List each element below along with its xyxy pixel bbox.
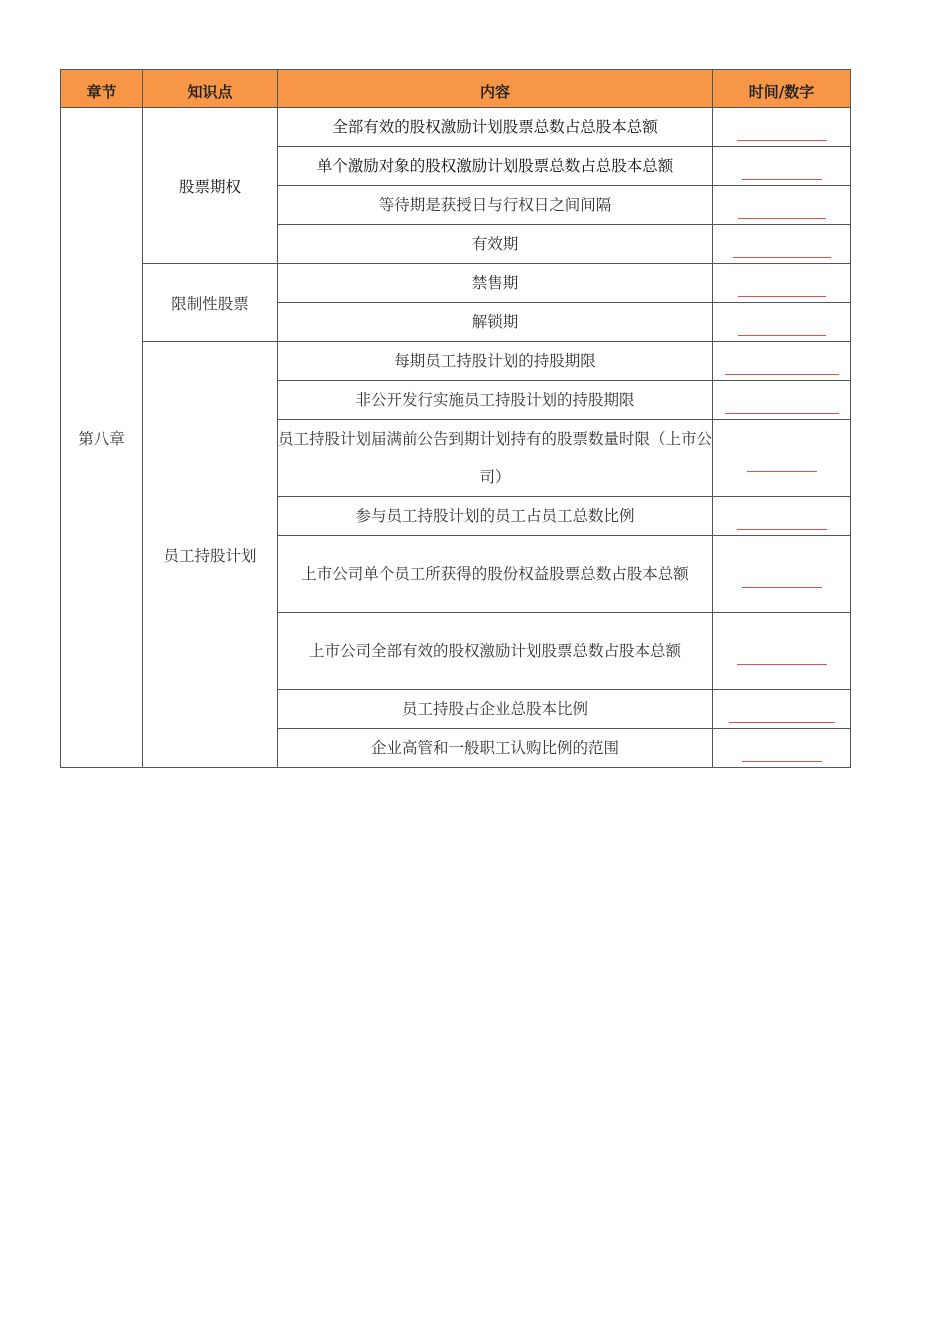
table-row — [61, 264, 851, 303]
answer-cell — [713, 613, 851, 690]
header-content: 内容 — [278, 70, 713, 108]
answer-blank[interactable] — [725, 362, 839, 375]
content-cell: 企业高管和一般职工认购比例的范围 — [278, 729, 713, 768]
answer-blank[interactable] — [738, 284, 826, 297]
topic-cell-stock-options: 股票期权 — [143, 108, 278, 264]
answer-cell — [713, 729, 851, 768]
topic-cell-restricted-stock: 限制性股票 — [143, 264, 278, 342]
answer-blank[interactable] — [733, 245, 831, 258]
content-cell: 解锁期 — [278, 303, 713, 342]
answer-blank[interactable] — [747, 459, 817, 472]
header-answer: 时间/数字 — [713, 70, 851, 108]
answer-blank[interactable] — [725, 401, 839, 414]
answer-cell — [713, 225, 851, 264]
chapter-cell: 第八章 — [61, 108, 143, 768]
answer-cell — [713, 303, 851, 342]
answer-blank[interactable] — [742, 167, 822, 180]
header-row — [61, 70, 851, 108]
answer-blank[interactable] — [737, 652, 827, 665]
header-topic: 知识点 — [143, 70, 278, 108]
content-cell: 员工持股计划届满前公告到期计划持有的股票数量时限（上市公司） — [278, 420, 713, 497]
answer-blank[interactable] — [742, 749, 822, 762]
content-cell: 有效期 — [278, 225, 713, 264]
content-cell: 等待期是获授日与行权日之间间隔 — [278, 186, 713, 225]
table-row — [61, 342, 851, 381]
content-cell: 禁售期 — [278, 264, 713, 303]
answer-blank[interactable] — [738, 323, 826, 336]
content-cell: 单个激励对象的股权激励计划股票总数占总股本总额 — [278, 147, 713, 186]
answer-cell — [713, 342, 851, 381]
answer-blank[interactable] — [729, 710, 835, 723]
content-cell: 全部有效的股权激励计划股票总数占总股本总额 — [278, 108, 713, 147]
content-cell: 上市公司全部有效的股权激励计划股票总数占股本总额 — [278, 613, 713, 690]
answer-blank[interactable] — [737, 517, 827, 530]
table-row — [61, 108, 851, 147]
content-cell: 员工持股占企业总股本比例 — [278, 690, 713, 729]
answer-cell — [713, 497, 851, 536]
answer-blank[interactable] — [738, 206, 826, 219]
answer-cell — [713, 147, 851, 186]
answer-cell — [713, 690, 851, 729]
header-chapter: 章节 — [61, 70, 143, 108]
content-cell: 参与员工持股计划的员工占员工总数比例 — [278, 497, 713, 536]
content-cell: 上市公司单个员工所获得的股份权益股票总数占股本总额 — [278, 536, 713, 613]
content-cell: 非公开发行实施员工持股计划的持股期限 — [278, 381, 713, 420]
answer-blank[interactable] — [737, 128, 827, 141]
answer-cell — [713, 536, 851, 613]
content-cell: 每期员工持股计划的持股期限 — [278, 342, 713, 381]
answer-cell — [713, 186, 851, 225]
answer-cell — [713, 264, 851, 303]
topic-cell-employee-stock-plan: 员工持股计划 — [143, 342, 278, 768]
answer-cell — [713, 381, 851, 420]
study-table — [60, 69, 851, 768]
answer-cell — [713, 108, 851, 147]
answer-cell — [713, 420, 851, 497]
answer-blank[interactable] — [742, 575, 822, 588]
